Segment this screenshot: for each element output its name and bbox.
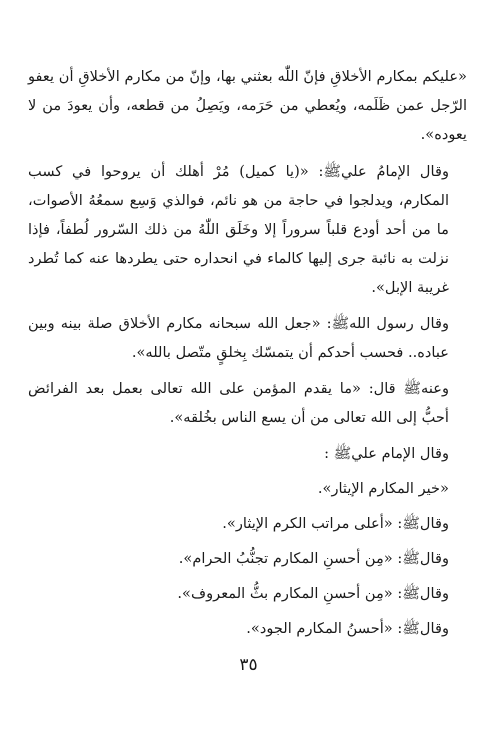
paragraph-prophet-link: وقال رسول اللهﷺ: «جعل الله سبحانه مكارم الأخلاق صلة بينه وبين عباده.. فحسب أحدكم أن يتمسّك بِخلقٍ متّصل بالله». bbox=[28, 315, 449, 361]
page-number: ٣٥ bbox=[239, 655, 258, 675]
saying-1: «خير المكارم الإيثار». bbox=[317, 480, 449, 497]
saying-5: وقالﷺ: «أحسنُ المكارم الجود». bbox=[246, 620, 449, 637]
saying-3: وقالﷺ: «مِن أحسنِ المكارم تجنُّبُ الحرام». bbox=[178, 550, 449, 567]
saying-intro: وقال الإمام عليﷺ : bbox=[324, 445, 449, 462]
paragraph-imam-ali-kumayl: وقال الإمامُ عليﷺ: «(يا كميل) مُرْ أهلك أن يروحوا في كسب المكارم، ويدلجوا في حاجة من هو نائم، فوالذي وَسِع سمعُهُ الأصوات، ما من أحد أودع قلباً سروراً إلا وخَلَق اللّٰهُ من ذلك السّرور لُطفاً، فإذا نزلت به نائبة جرى إليها كالماء في انحداره حتى يطردها عنه كما تُطرد غريبة الإبل». bbox=[28, 163, 449, 296]
paragraph-believer-character: وعنهﷺ قال: «ما يقدم المؤمن على الله تعالى بعمل بعد الفرائض أحبُّ إلى الله تعالى من أن يسع الناس بخُلقه». bbox=[28, 380, 449, 426]
paragraph-hadith-noble-character: «عليكم بمكارم الأخلاقِ فإنّ اللّٰه بعثني بها، وإنّ من مكارم الأخلاقِ أن يعفو الرّجل عمن ظَلَمه، ويُعطي من حَرَمه، ويَصِلُ من قطعه، وأن يعودَ من لا يعوده». bbox=[28, 68, 467, 143]
saying-2: وقالﷺ: «أعلى مراتب الكرم الإيثار». bbox=[222, 515, 449, 532]
saying-4: وقالﷺ: «مِن أحسنِ المكارم بثُّ المعروف». bbox=[177, 585, 449, 602]
